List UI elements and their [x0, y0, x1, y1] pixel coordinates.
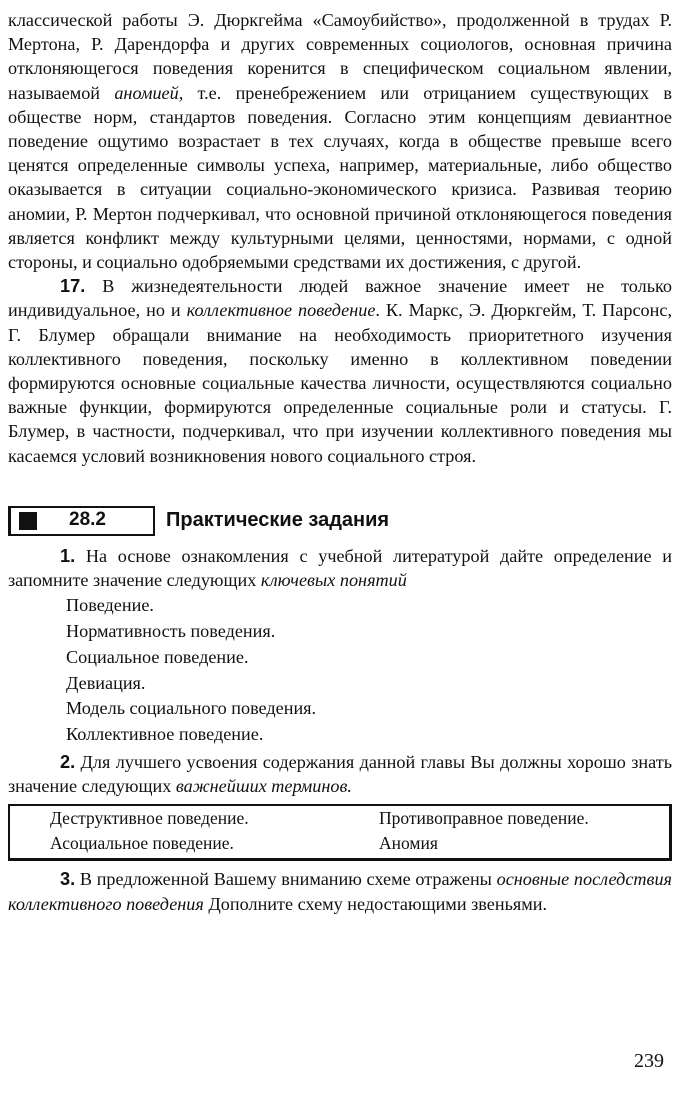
list-item: Коллективное поведение.	[66, 724, 264, 745]
list-item: Социальное поведение.	[66, 646, 249, 667]
terms-box	[8, 804, 672, 861]
term-unlawful: Противоправное поведение.	[379, 808, 589, 829]
page-content	[8, 8, 672, 916]
term-destructive: Деструктивное поведение.	[50, 808, 249, 829]
term-anomie: Аномия	[379, 833, 438, 854]
section-square-icon	[19, 512, 37, 530]
term-asocial: Асоциальное поведение.	[50, 833, 234, 854]
section-number-box	[8, 506, 155, 536]
key-concepts-list	[8, 593, 672, 748]
list-item: Модель социального поведения.	[66, 698, 317, 719]
task-1: 1. На основе ознакомления с учебной литературой дайте определение и запомните значение следующих ключевых понятий	[8, 545, 673, 591]
section-header	[8, 506, 672, 536]
list-item: Девиация.	[66, 672, 146, 693]
paragraph-17: 17. В жизнедеятельности людей важное значение имеет не только индивидуальное, но и коллективное поведение. К. Маркс, Э. Дюркгейм, Т. Парсонс, Г. Блумер обращали внимание на необходимость приоритетного изучения коллективного поведения, поскольку именно в коллективном поведении формируются основные социальные качества личности, осуществляются социально важные функции, формируются определенные социальные роли и статусы. Г. Блумер, в частности, подчеркивал, что при изучении коллективного поведения мы касаемся условий возникновения нового социального строя.	[8, 276, 673, 466]
section-number: 28.2	[69, 508, 106, 530]
task-3: 3. В предложенной Вашему вниманию схеме отражены основные последствия коллективного поведения Дополните схему недостающими звеньями.	[8, 869, 673, 914]
intro-paragraph: классической работы Э. Дюркгейма «Самоубийство», продолженной в трудах Р. Мертона, Р. Дарендорфа и других современных социологов, основная причина отклоняющегося поведения коренится в специфическом социальном явлении, называемой аномией, т.е. пренебрежением или отрицанием существующих в обществе норм, стандартов поведения. Согласно этим концепциям девиантное поведение ощутимо возрастает в тех случаях, когда в обществе превыше всего ценятся определенные символы успеха, например, материальные, либо общество оказывается в ситуации социально-экономического кризиса. Развивая теорию аномии, Р. Мертон подчеркивал, что основной причиной отклоняющегося поведения является конфликт между культурными целями, ценностями, нормами, с одной стороны, и социально одобряемыми средствами их достижения, с другой.	[8, 10, 673, 273]
section-title: Практические задания	[166, 508, 390, 531]
task-2: 2. Для лучшего усвоения содержания данной главы Вы должны хорошо знать значение следующих важнейших терминов.	[8, 752, 672, 797]
list-item: Нормативность поведения.	[66, 621, 276, 642]
page-number: 239	[634, 1050, 664, 1072]
list-item: Поведение.	[66, 595, 154, 616]
